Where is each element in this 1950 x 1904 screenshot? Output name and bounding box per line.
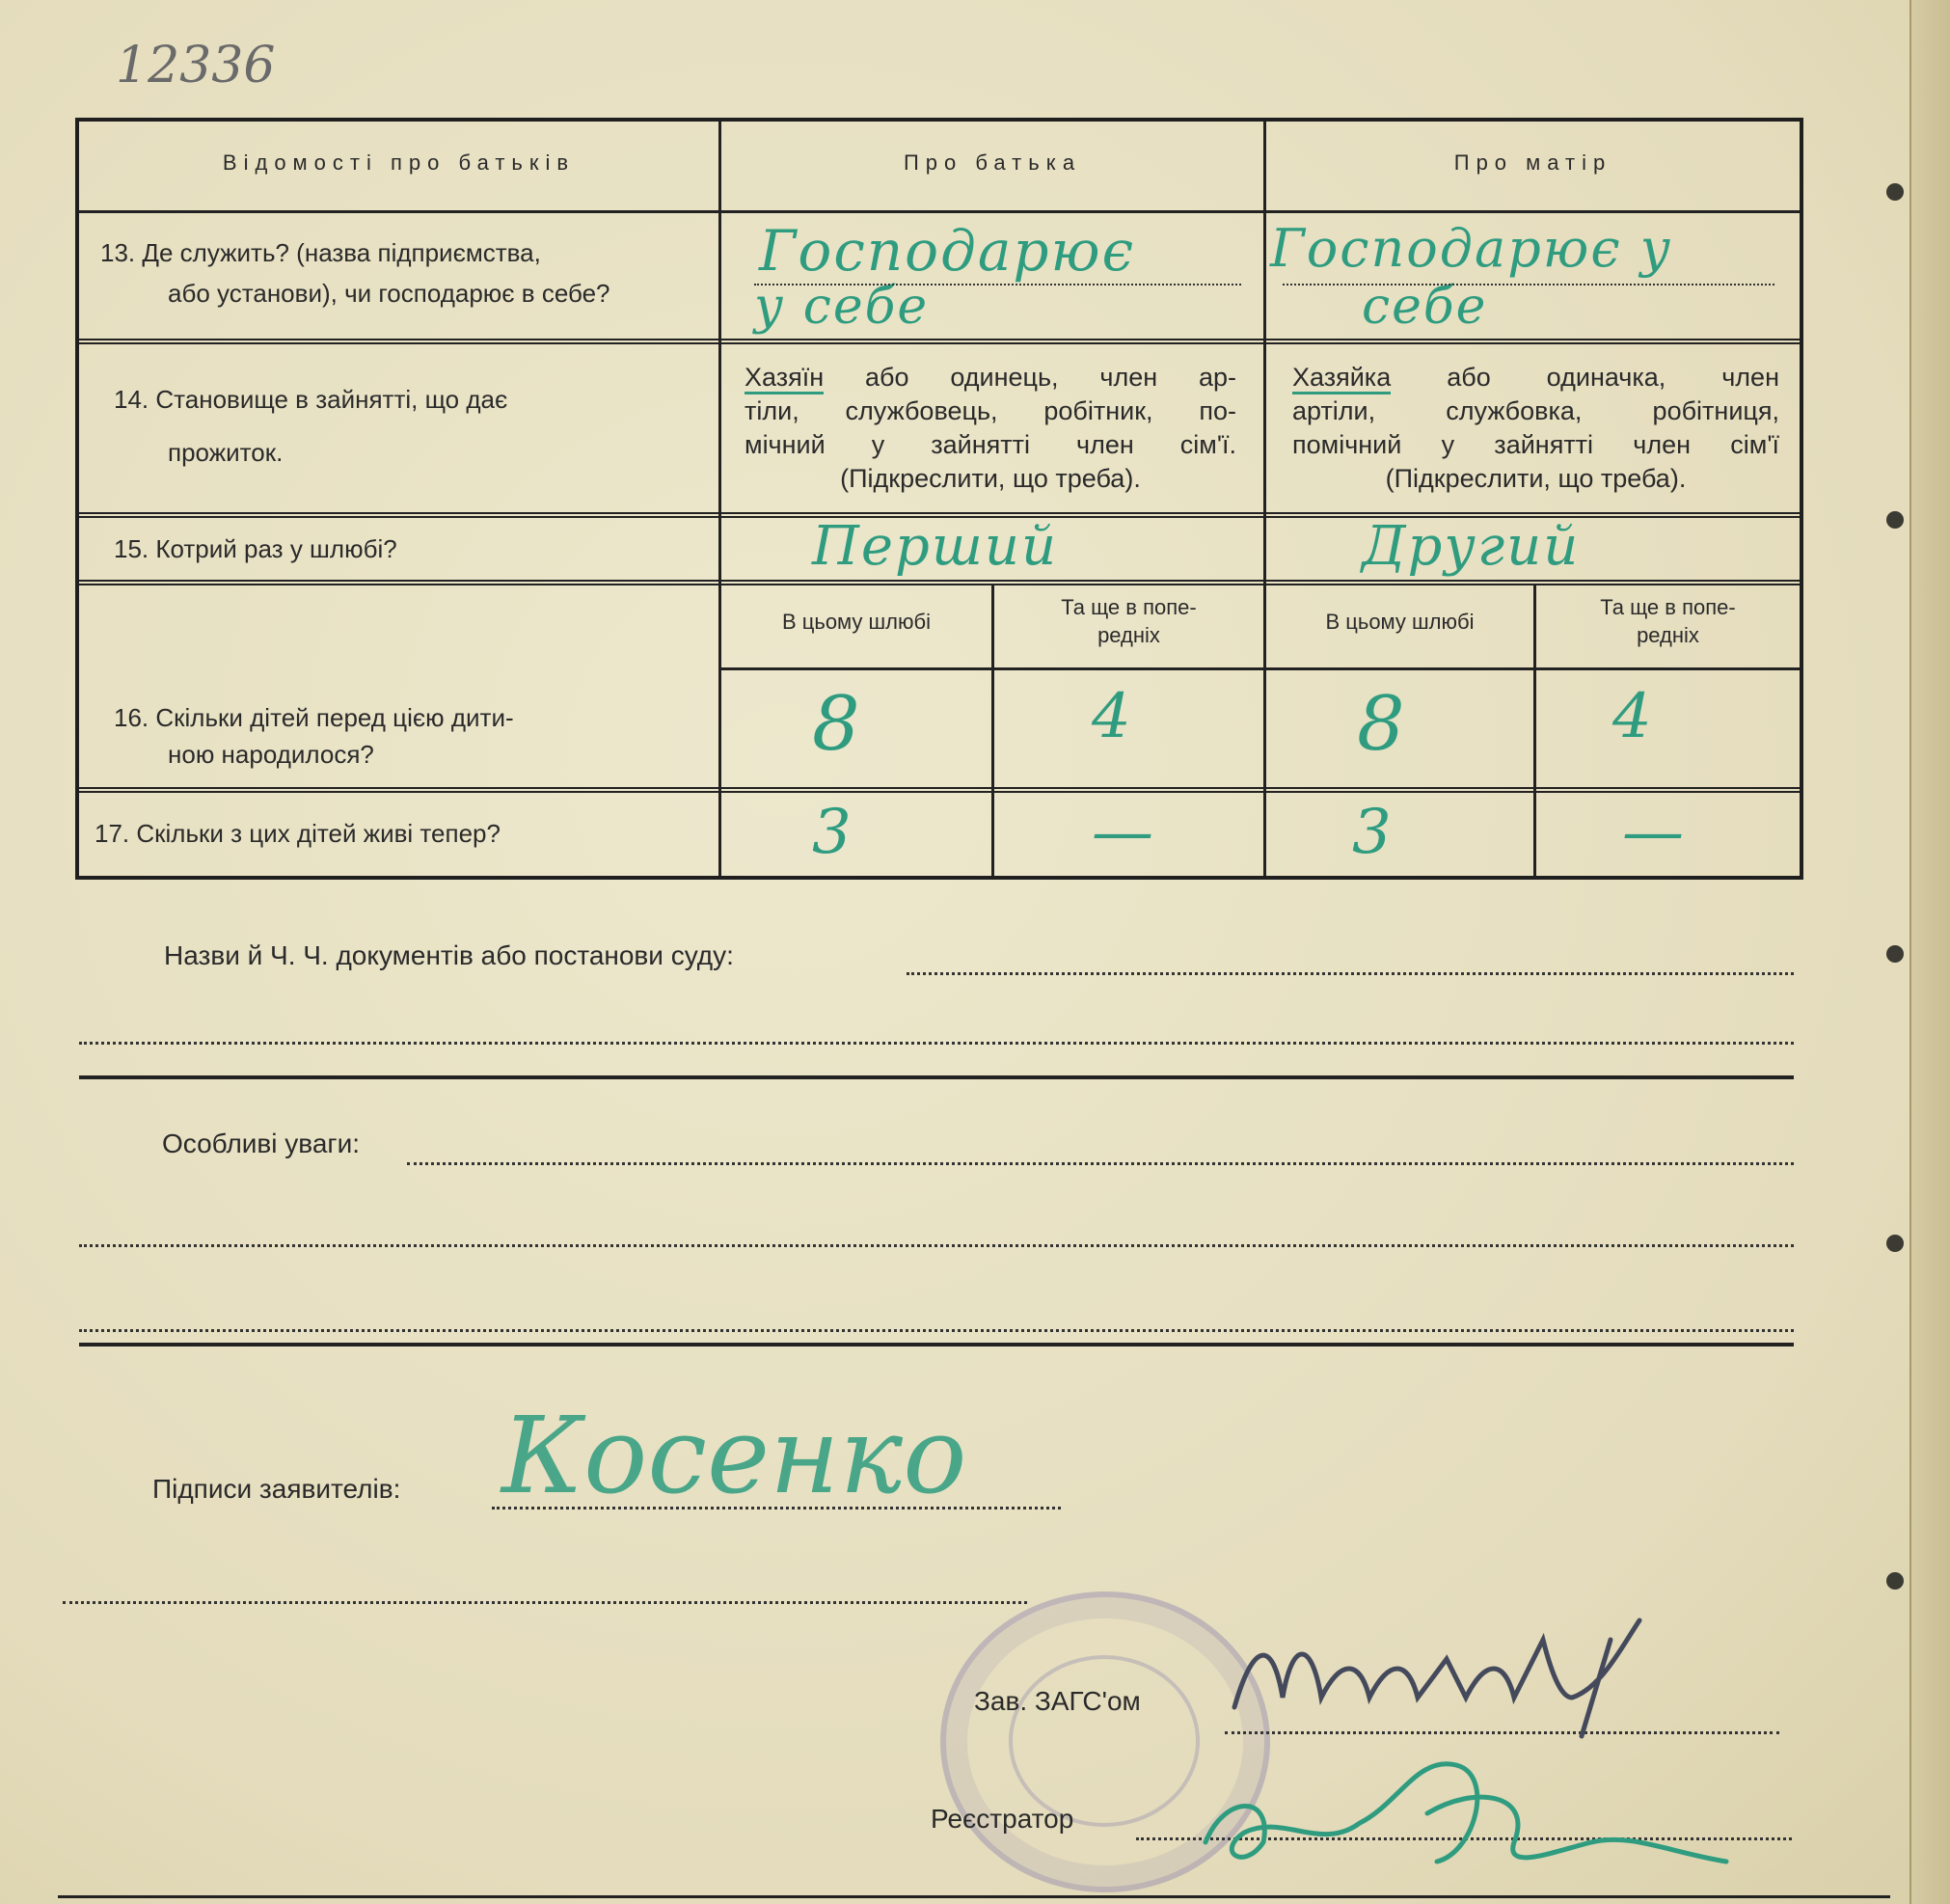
- remarks-line: [407, 1162, 1794, 1165]
- signature-line: [63, 1601, 1027, 1604]
- father-selected-option: Хазяїн: [745, 363, 824, 394]
- row17-mother-this: 3: [1352, 797, 1394, 868]
- section-divider: [79, 1075, 1794, 1079]
- row17-father-prev: —: [1092, 797, 1155, 868]
- registrar-label: Реєстратор: [931, 1804, 1074, 1834]
- remarks-line: [79, 1329, 1794, 1332]
- row13-label-line1: 13. Де служить? (назва підприємства,: [100, 238, 541, 267]
- row14-mother-options: [1292, 361, 1779, 496]
- subheader-father-this-marriage: В цьому шлюбі: [781, 610, 932, 634]
- table-divider: [79, 580, 1800, 585]
- subheader-text: редніх: [1097, 622, 1160, 647]
- row16-father-prev: 4: [1092, 681, 1133, 752]
- mother-option-text: артіли, службовка, робітниця,: [1292, 396, 1779, 426]
- row13-mother-line2: себе: [1362, 278, 1488, 336]
- row17-label: 17. Скільки з цих дітей живі тепер?: [95, 819, 501, 848]
- documents-line: [907, 972, 1794, 975]
- mother-option-text: або одиначка, член: [1391, 363, 1779, 392]
- documents-label: Назви й Ч. Ч. документів або постанови суду:: [164, 940, 734, 970]
- row16-mother-prev: 4: [1612, 681, 1654, 752]
- binding-hole: [1886, 945, 1904, 963]
- row13-father-line2: у себе: [754, 278, 930, 336]
- head-signature: [1225, 1601, 1726, 1746]
- row13-mother-dotline: [1283, 284, 1774, 286]
- table-divider: [718, 122, 721, 876]
- row16-mother-this: 8: [1357, 681, 1407, 768]
- remarks-label: Особливі уваги:: [162, 1129, 361, 1158]
- row14-father-options: [745, 361, 1236, 496]
- row13-father-line1: Господарює: [759, 218, 1136, 284]
- header-father: Про батька: [903, 150, 1082, 175]
- archive-number: 12336: [116, 37, 276, 95]
- table-divider: [79, 787, 1800, 793]
- row15-father: Перший: [812, 515, 1059, 578]
- bottom-border: [58, 1895, 1890, 1898]
- father-option-text: тіли, службовець, робітник, по-: [745, 396, 1236, 426]
- header-parents-info: Відомості про батьків: [222, 150, 576, 175]
- father-option-instruction: (Підкреслити, що треба).: [840, 464, 1141, 494]
- row14-label-line2: прожиток.: [168, 438, 284, 467]
- mother-option-instruction: (Підкреслити, що треба).: [1385, 464, 1687, 494]
- table-divider: [1263, 122, 1266, 876]
- stamp-inner-ring: [1009, 1655, 1200, 1827]
- table-divider: [718, 667, 1800, 670]
- binding-hole: [1886, 183, 1904, 201]
- subheader-father-previous: [994, 594, 1263, 649]
- row16-label-line1: 16. Скільки дітей перед цією дити-: [114, 703, 514, 732]
- row16-label-line2: ною народилося?: [168, 740, 374, 769]
- row16-father-this: 8: [812, 681, 862, 768]
- binding-hole: [1886, 511, 1904, 529]
- table-divider: [79, 339, 1800, 344]
- subheader-mother-previous: [1536, 594, 1800, 649]
- row15-label: 15. Котрий раз у шлюбі?: [114, 534, 397, 563]
- subheader-text: Та ще в попе-: [1600, 595, 1736, 619]
- binding-hole: [1886, 1235, 1904, 1252]
- subheader-mother-this-marriage: В цьому шлюбі: [1325, 610, 1475, 634]
- header-mother: Про матір: [1453, 150, 1612, 175]
- mother-option-text: помічний у зайнятті член сім'ї: [1292, 430, 1779, 460]
- row17-father-this: 3: [812, 797, 853, 868]
- row13-mother-line1: Господарює у: [1270, 218, 1673, 279]
- registrar-signature: [1186, 1736, 1765, 1900]
- father-option-text: мічний у зайнятті член сім'ї.: [745, 430, 1236, 460]
- subheader-text: редніх: [1637, 622, 1699, 647]
- table-divider: [79, 210, 1800, 213]
- head-label: Зав. ЗАГС'ом: [974, 1686, 1141, 1716]
- mother-selected-option: Хазяйка: [1292, 363, 1391, 394]
- row13-label-line2: або установи), чи господарює в себе?: [168, 279, 610, 308]
- remarks-line: [79, 1244, 1794, 1247]
- father-option-text: або одинець, член ар-: [824, 363, 1236, 392]
- row17-mother-prev: —: [1622, 797, 1686, 868]
- signatures-label: Підписи заявителів:: [152, 1474, 401, 1504]
- row13-father-dotline: [754, 284, 1241, 286]
- applicant-signature: Косенко: [501, 1394, 967, 1517]
- documents-line: [79, 1042, 1794, 1045]
- subheader-text: Та ще в попе-: [1061, 595, 1197, 619]
- parents-info-table: [75, 118, 1803, 880]
- binding-edge: [1909, 0, 1950, 1904]
- row14-label-line1: 14. Становище в зайнятті, що дає: [114, 385, 508, 414]
- section-divider: [79, 1343, 1794, 1346]
- row15-mother: Другий: [1362, 515, 1581, 578]
- binding-hole: [1886, 1572, 1904, 1590]
